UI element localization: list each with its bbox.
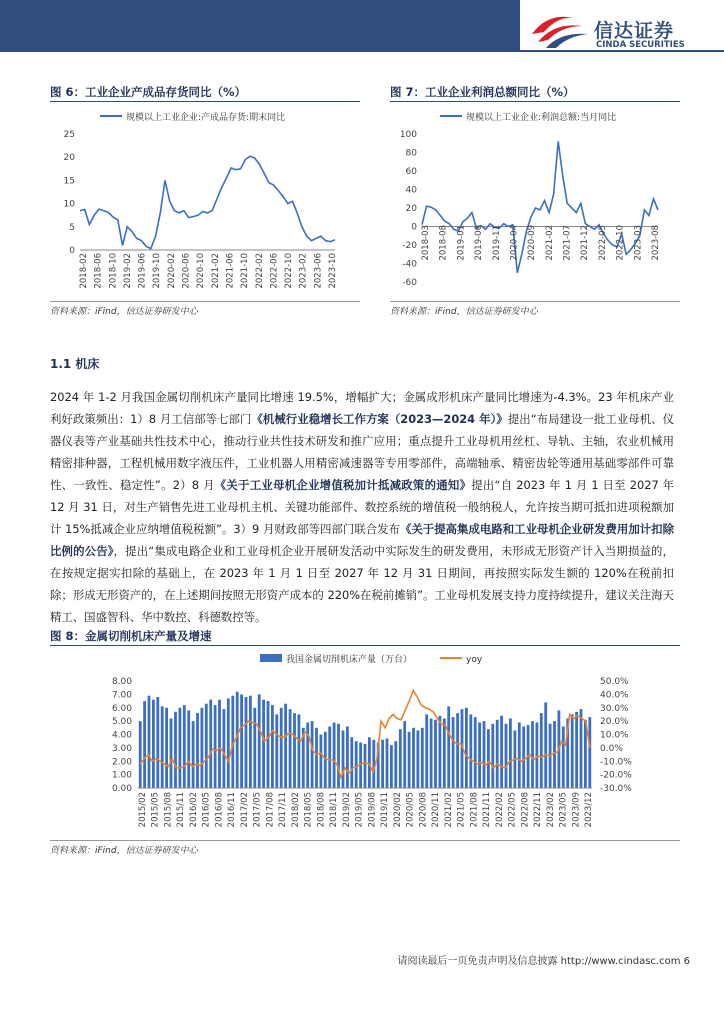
- production-bar: [562, 727, 565, 789]
- x-tick-label: 2022-10: [615, 225, 626, 261]
- x-tick-label: 2019/02: [341, 792, 352, 828]
- fig7-chart: [390, 104, 680, 300]
- production-bar: [214, 705, 217, 788]
- production-bar: [240, 694, 243, 788]
- x-tick-label: 2018-03: [421, 225, 431, 261]
- production-bar: [469, 714, 472, 788]
- x-tick-label: 2019/11: [380, 792, 391, 828]
- x-tick-label: 2021-07: [562, 225, 573, 261]
- production-bar: [487, 729, 490, 788]
- production-bar: [156, 697, 159, 788]
- production-bar: [236, 692, 239, 788]
- production-bar: [201, 708, 204, 788]
- y-left-tick-label: 6.00: [111, 703, 132, 714]
- header-bar: [0, 0, 520, 50]
- x-tick-label: 2021/02: [443, 792, 454, 828]
- y-left-tick-label: 5.00: [111, 717, 132, 728]
- production-bar: [218, 700, 221, 788]
- production-bar: [306, 723, 309, 789]
- y-tick-label: 80: [405, 148, 417, 159]
- x-tick-label: 2021-10: [240, 253, 251, 289]
- production-bar: [315, 728, 318, 788]
- production-bar: [500, 716, 503, 788]
- x-tick-label: 2021-02: [210, 253, 221, 289]
- y-left-tick-label: 3.00: [111, 743, 132, 754]
- production-bar: [575, 712, 578, 788]
- x-tick-label: 2021/05: [456, 792, 467, 828]
- y-tick-label: -20: [402, 241, 417, 251]
- production-bar: [253, 708, 256, 788]
- production-bar: [571, 714, 574, 788]
- x-tick-label: 2017/08: [265, 792, 276, 828]
- x-tick-label: 2018/02: [290, 792, 301, 828]
- y-right-tick-label: 0.0%: [600, 743, 623, 754]
- production-bar: [496, 720, 499, 788]
- production-bar: [531, 721, 534, 788]
- y-tick-label: 10: [63, 199, 75, 210]
- fig8-source-rule: [50, 840, 680, 841]
- section-title: 1.1 机床: [50, 357, 100, 371]
- y-right-tick-label: -10.0%: [600, 757, 632, 768]
- production-bar: [368, 737, 371, 788]
- fig6-title: 图 6：工业企业产成品存货同比（%）: [50, 85, 247, 99]
- x-tick-label: 2015/02: [138, 792, 148, 828]
- x-tick-label: 2019-01: [456, 225, 467, 261]
- x-tick-label: 2018-02: [79, 253, 89, 289]
- brand-logo: [528, 8, 718, 50]
- production-bar: [408, 732, 411, 788]
- y-right-tick-label: 50.0%: [600, 677, 629, 687]
- paragraph-text: 2024 年 1-2 月我国金属切削机床产量同比增速 19.5%，增幅扩大；金属成形机床产量同比增速为-4.3%。23 年机床产业利好政策频出：1）8 月工信部等七部门: [50, 390, 674, 426]
- production-bar: [139, 721, 142, 788]
- x-tick-label: 2023-06: [313, 253, 324, 289]
- y-left-tick-label: 2.00: [111, 757, 132, 768]
- production-bar: [580, 709, 583, 788]
- production-bar: [320, 735, 323, 789]
- production-bar: [284, 704, 287, 788]
- x-tick-label: 2022/02: [494, 792, 505, 828]
- y-tick-label: 60: [405, 167, 417, 177]
- fig7-title-rule: [390, 101, 680, 102]
- x-tick-label: 2018/11: [329, 792, 340, 828]
- x-tick-label: 2019-06: [474, 225, 485, 261]
- production-bar: [258, 694, 261, 788]
- x-tick-label: 2020-04: [509, 225, 520, 261]
- paragraph-text: 提出“布局建设一批工业母机、仪器仪表等产业基础共性技术中心，推动行业共性技术研发和推广应用；重点提升工业母机用丝杠、导轨、主轴，农业机械用精密排种器，工程机械用数字液压件，工业机器人用精密减速器等专用零部件，高端轴承、精密齿轮等通用基础零部件可靠性、一致性、稳定性”。2）8 月: [50, 412, 675, 492]
- x-tick-label: 2015/08: [163, 792, 174, 828]
- production-bar: [425, 714, 428, 788]
- production-bar: [394, 741, 397, 788]
- x-tick-label: 2019-11: [491, 225, 502, 261]
- x-tick-label: 2022-02: [254, 253, 265, 289]
- brand-name-cn: 信达证券: [594, 20, 675, 42]
- fig8-chart: [50, 648, 680, 838]
- production-bar: [478, 723, 481, 789]
- production-bar: [518, 723, 521, 789]
- x-tick-label: 2020/11: [431, 792, 442, 828]
- production-bar: [289, 709, 292, 788]
- legend-label: 规模以上工业企业:利润总额:当月同比: [466, 113, 617, 123]
- x-tick-label: 2016/08: [214, 792, 225, 828]
- production-bar: [364, 744, 367, 788]
- x-tick-label: 2020-09: [527, 225, 538, 261]
- production-bar: [483, 721, 486, 788]
- x-tick-label: 2019-10: [152, 253, 163, 289]
- y-tick-label: 25: [63, 130, 75, 140]
- production-bar: [588, 717, 591, 788]
- y-tick-label: 0: [69, 246, 75, 256]
- production-bar: [474, 717, 477, 788]
- production-bar: [143, 701, 146, 788]
- y-tick-label: 100: [399, 130, 417, 140]
- x-tick-label: 2017/02: [239, 792, 250, 828]
- x-tick-label: 2020-10: [196, 253, 207, 289]
- production-bar: [412, 728, 415, 788]
- production-bar: [148, 696, 151, 788]
- production-bar: [452, 717, 455, 788]
- x-tick-label: 2016/11: [227, 792, 238, 828]
- x-tick-label: 2015/05: [150, 792, 161, 828]
- production-bar: [179, 708, 182, 788]
- production-bar: [196, 713, 199, 788]
- production-bar: [434, 720, 437, 788]
- policy-title: 《机械行业稳增长工作方案（2023—2024 年）》: [251, 412, 508, 426]
- x-tick-label: 2022-10: [284, 253, 295, 289]
- x-tick-label: 2019/08: [367, 792, 378, 828]
- x-tick-label: 2018/08: [316, 792, 327, 828]
- x-tick-label: 2021/11: [482, 792, 493, 828]
- production-bar: [205, 704, 208, 788]
- production-bar: [447, 706, 450, 788]
- fig8-title: 图 8：金属切削机床产量及增速: [50, 629, 212, 643]
- x-tick-label: 2023/05: [558, 792, 569, 828]
- x-tick-label: 2019/05: [354, 792, 365, 828]
- y-left-tick-label: 0.00: [111, 784, 132, 794]
- production-bar: [350, 737, 353, 788]
- x-tick-label: 2016/02: [188, 792, 199, 828]
- series-line: [80, 156, 335, 248]
- fig6-chart: [50, 104, 360, 300]
- production-bar: [456, 713, 459, 788]
- production-bar: [245, 697, 248, 788]
- production-bar: [192, 721, 195, 788]
- production-bar: [553, 721, 556, 788]
- x-tick-label: 2023-03: [633, 224, 644, 261]
- production-bar: [170, 719, 173, 789]
- y-tick-label: 20: [405, 204, 417, 214]
- fig6-source-rule: [50, 301, 360, 302]
- y-left-tick-label: 7.00: [111, 690, 132, 701]
- cinda-logo-icon: [528, 12, 590, 50]
- production-bar: [298, 714, 301, 788]
- production-bar: [355, 741, 358, 788]
- x-tick-label: 2020/08: [418, 792, 429, 828]
- x-tick-label: 2020/05: [405, 792, 416, 828]
- production-bar: [174, 712, 177, 788]
- page-footer: 请阅读最后一页免责声明及信息披露 http://www.cindasc.com 6: [397, 956, 690, 967]
- production-bar: [430, 719, 433, 789]
- y-right-tick-label: 40.0%: [600, 690, 629, 701]
- fig6-title-rule: [50, 101, 360, 102]
- x-tick-label: 2020-06: [181, 253, 192, 289]
- fig7-source: 资料来源：iFind，信达证券研发中心: [390, 307, 538, 317]
- x-tick-label: 2022/08: [520, 792, 531, 828]
- production-bar: [443, 719, 446, 789]
- production-bar: [421, 728, 424, 788]
- x-tick-label: 2019-06: [137, 253, 148, 289]
- production-bar: [491, 724, 494, 788]
- x-tick-label: 2021-02: [544, 225, 555, 261]
- fig7-title: 图 7：工业企业利润总额同比（%）: [390, 85, 575, 99]
- x-tick-label: 2022-05: [597, 225, 608, 261]
- production-bar: [505, 724, 508, 788]
- production-bar: [324, 732, 327, 788]
- x-tick-label: 2018-10: [108, 253, 119, 289]
- y-right-tick-label: 10.0%: [600, 730, 629, 741]
- policy-title: 《关于提高集成电路和工业母机企业研发费用加计扣除比例的公告》: [50, 522, 674, 558]
- y-right-tick-label: -20.0%: [600, 770, 632, 781]
- x-tick-label: 2023/02: [545, 792, 556, 828]
- x-tick-label: 2021-06: [225, 253, 236, 289]
- x-tick-label: 2020-02: [166, 253, 177, 289]
- production-bar: [403, 721, 406, 788]
- y-tick-label: -40: [402, 259, 417, 270]
- x-tick-label: 2017/05: [252, 792, 263, 828]
- x-tick-label: 2023-02: [298, 252, 309, 289]
- fig6-source: 资料来源：iFind，信达证券研发中心: [50, 307, 198, 317]
- production-bar: [390, 745, 393, 788]
- y-tick-label: -60: [402, 278, 417, 288]
- legend-line-label: yoy: [466, 655, 483, 665]
- x-tick-label: 2015/11: [176, 792, 187, 828]
- y-tick-label: 40: [405, 185, 417, 196]
- production-bar: [165, 708, 168, 788]
- production-bar: [417, 731, 420, 789]
- x-tick-label: 2023-08: [651, 225, 661, 261]
- production-bar: [209, 700, 212, 788]
- production-bar: [227, 698, 230, 788]
- production-bar: [187, 710, 190, 788]
- production-bar: [544, 702, 547, 788]
- paragraph-text: 提出“自 2023 年 1 月 1 日至 2027 年 12 月 31 日，对生产销售先进工业母机主机、关键功能部件、数控系统的增值税一般纳税人，允许按当期可抵扣进项税额加计 15%抵减企业应纳增值税税额”。3）9 月财政部等四部门联合发布: [50, 478, 674, 536]
- x-tick-label: 2022/05: [507, 792, 518, 828]
- production-bar: [342, 731, 345, 789]
- production-bar: [386, 739, 389, 789]
- x-tick-label: 2021/08: [469, 792, 480, 828]
- x-tick-label: 2023-10: [328, 253, 338, 289]
- section-paragraph: [50, 386, 674, 628]
- production-bar: [540, 713, 543, 788]
- production-bar: [328, 727, 331, 789]
- y-left-tick-label: 8.00: [111, 677, 132, 687]
- production-bar: [522, 727, 525, 789]
- y-tick-label: 20: [63, 153, 75, 164]
- x-tick-label: 2023/12: [584, 792, 594, 828]
- y-tick-label: 15: [63, 176, 75, 187]
- production-bar: [275, 714, 278, 788]
- policy-title: 《关于工业母机企业增值税加计抵减政策的通知》: [214, 478, 472, 492]
- y-left-tick-label: 1.00: [111, 770, 132, 781]
- production-bar: [183, 705, 186, 788]
- fig8-source: 资料来源：iFind，信达证券研发中心: [50, 846, 198, 856]
- production-bar: [346, 727, 349, 789]
- x-tick-label: 2018-08: [438, 225, 449, 261]
- x-tick-label: 2018-06: [93, 253, 104, 289]
- production-bar: [152, 700, 155, 788]
- fig7-source-rule: [390, 301, 680, 302]
- production-bar: [280, 708, 283, 788]
- production-bar: [439, 716, 442, 788]
- x-tick-label: 2020/02: [392, 792, 403, 828]
- production-bar: [223, 709, 226, 788]
- x-tick-label: 2019-02: [122, 253, 133, 289]
- x-tick-label: 2022/11: [533, 792, 544, 828]
- production-bar: [271, 705, 274, 788]
- production-bar: [465, 708, 468, 788]
- production-bar: [311, 721, 314, 788]
- x-tick-label: 2022-06: [269, 252, 280, 289]
- legend-bar-label: 我国金属切削机床产量（万台）: [286, 655, 413, 665]
- production-bar: [333, 723, 336, 789]
- production-bar: [267, 701, 270, 788]
- y-right-tick-label: 30.0%: [600, 703, 629, 714]
- y-right-tick-label: -30.0%: [600, 784, 632, 794]
- legend-bar-swatch: [260, 654, 282, 662]
- y-tick-label: 5: [69, 222, 75, 233]
- x-tick-label: 2021-12: [580, 225, 591, 261]
- paragraph-text: ，提出“集成电路企业和工业母机企业开展研发活动中实际发生的研发费用，未形成无形资产计入当期损益的，在按规定据实扣除的基础上，在 2023 年 1 月 1 日至 2027 年 12 月 31 日期间，再按照实际发生额的 120%在税前扣除；形成无形资产的，在上述期间按照无形资产成本的 220%在税前摊销”。工业母机发展支持力度持续提升，建议关注海天精工、国盛智科、华中数控、科德数控等。: [50, 544, 674, 624]
- production-bar: [337, 724, 340, 788]
- y-tick-label: 0: [411, 222, 417, 233]
- production-bar: [399, 729, 402, 788]
- y-left-tick-label: 4.00: [111, 730, 132, 741]
- production-bar: [161, 706, 164, 788]
- fig8-title-rule: [50, 645, 680, 646]
- x-tick-label: 2017/11: [278, 792, 289, 828]
- production-bar: [381, 740, 384, 788]
- x-tick-label: 2023/09: [571, 792, 582, 828]
- legend-label: 规模以上工业企业:产成品存货:期末同比: [126, 113, 286, 123]
- production-bar: [262, 700, 265, 788]
- x-tick-label: 2018/05: [303, 792, 314, 828]
- y-right-tick-label: 20.0%: [600, 717, 629, 728]
- header-rule: [0, 50, 724, 52]
- x-tick-label: 2016/05: [201, 792, 212, 828]
- production-bar: [293, 713, 296, 788]
- brand-name-en: CINDA SECURITIES: [596, 40, 685, 50]
- production-bar: [509, 719, 512, 789]
- production-bar: [249, 696, 252, 788]
